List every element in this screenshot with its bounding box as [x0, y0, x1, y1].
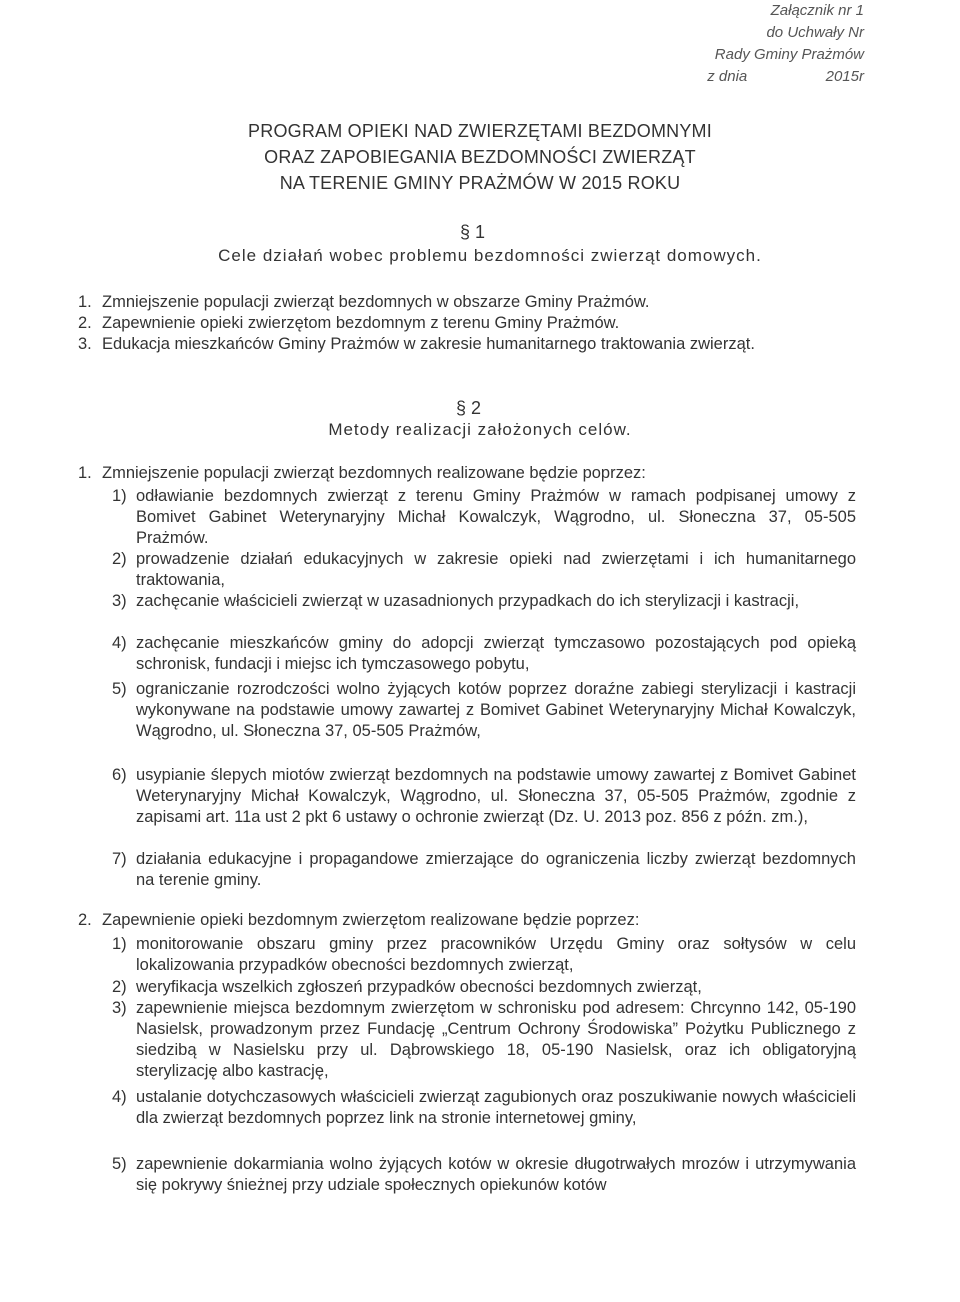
section-2-point-2-item-5 [112, 1154, 856, 1196]
point-text: Zmniejszenie populacji zwierząt bezdomnych realizowane będzie poprzez: [102, 464, 646, 482]
item-number: 2) [112, 978, 127, 996]
section-2-point-2-item-4 [112, 1087, 856, 1129]
item-text: działania edukacyjne i propagandowe zmierzające do ograniczenia liczby zwierząt bezdomnych na terenie gminy. [136, 850, 856, 889]
section-1-heading: Cele działań wobec problemu bezdomności zwierząt domowych. [218, 246, 762, 265]
annex-year: 2015r [825, 68, 864, 85]
item-text: Edukacja mieszkańców Gminy Prażmów w zakresie humanitarnego traktowania zwierząt. [102, 335, 755, 353]
annex-date-label: z dnia [707, 68, 748, 85]
item-text: zapewnienie dokarmiania wolno żyjących kotów w okresie długotrwałych mrozów i utrzymywania się pokrywy śnieżnej przy udziale społecznych opiekunów kotów [136, 1155, 856, 1194]
annex-resolution: do Uchwały Nr [766, 24, 864, 41]
item-number: 3. [78, 335, 92, 353]
item-text: zachęcanie właścicieli zwierząt w uzasadnionych przypadkach do ich sterylizacji i kastracji, [136, 592, 800, 610]
item-text: ustalanie dotychczasowych właścicieli zwierząt zagubionych oraz poszukiwanie nowych właścicieli dla zwierząt bezdomnych poprzez link na stronie internetowej gminy, [136, 1088, 856, 1127]
item-text: weryfikacja wszelkich zgłoszeń przypadków obecności bezdomnych zwierząt, [136, 978, 702, 996]
item-text: Zapewnienie opieki zwierzętom bezdomnym z terenu Gminy Prażmów. [102, 314, 620, 332]
section-2-point-2-item-2 [112, 977, 856, 998]
item-text: usypianie ślepych miotów zwierząt bezdomnych na podstawie umowy zawartej z Bomivet Gabinet Weterynaryjny Michał Kowalczyk, Wągrodno, ul. Słoneczna 37, 05-505 Prażmów, zgodnie z zapisami art. 11a ust 2 pkt 6 ustawy o ochronie zwierząt (Dz. U. 2013 poz. 856 z późn. zm.), [136, 766, 856, 826]
section-2-point-1-item-4 [112, 633, 856, 675]
item-text: ograniczanie rozrodczości wolno żyjących kotów poprzez doraźne zabiegi sterylizacji i kastracji wykonywane na podstawie umowy zawartej z Bomivet Gabinet Weterynaryjny Michał Kowalczyk, Wągrodno, ul. Słoneczna 37, 05-505 Prażmów, [136, 680, 856, 740]
section-2-point-1-item-1 [112, 486, 856, 549]
section-1-item-3 [78, 334, 862, 355]
section-1-item-1 [78, 292, 862, 313]
item-text: odławianie bezdomnych zwierząt z terenu Gminy Prażmów w ramach podpisanej umowy z Bomivet Gabinet Weterynaryjny Michał Kowalczyk, Wągrodno, ul. Słoneczna 37, 05-505 Prażmów. [136, 487, 856, 547]
annex-date [707, 66, 864, 88]
section-2-mark: § 2 [456, 398, 482, 418]
item-number: 5) [112, 1155, 127, 1173]
section-2-point-1-item-7 [112, 849, 856, 891]
section-2-heading: Metody realizacji założonych celów. [328, 420, 632, 439]
item-number: 6) [112, 766, 127, 784]
section-2-point-2-item-1 [112, 934, 856, 976]
annex-council: Rady Gminy Prażmów [714, 46, 864, 63]
item-text: zachęcanie mieszkańców gminy do adopcji zwierząt tymczasowo pozostających pod opieką schronisk, fundacji i miejsc ich tymczasowego pobytu, [136, 634, 856, 673]
item-text: prowadzenie działań edukacyjnych w zakresie opieki nad zwierzętami i ich humanitarnego traktowania, [136, 550, 856, 589]
section-2-point-2-item-3 [112, 998, 856, 1082]
section-2-point-1 [78, 463, 862, 484]
section-1-mark: § 1 [460, 222, 486, 242]
section-1-item-2 [78, 313, 862, 334]
item-text: Zmniejszenie populacji zwierząt bezdomnych w obszarze Gminy Prażmów. [102, 293, 650, 311]
item-number: 4) [112, 634, 127, 652]
item-number: 1. [78, 293, 92, 311]
item-number: 7) [112, 850, 127, 868]
item-number: 3) [112, 592, 127, 610]
point-text: Zapewnienie opieki bezdomnym zwierzętom realizowane będzie poprzez: [102, 911, 640, 929]
title-line-1: PROGRAM OPIEKI NAD ZWIERZĘTAMI BEZDOMNYMI [248, 121, 712, 141]
annex-number: Załącznik nr 1 [770, 2, 864, 19]
item-number: 5) [112, 680, 127, 698]
document-title [0, 118, 960, 196]
section-2-point-1-item-5 [112, 679, 856, 742]
section-2-point-1-item-3 [112, 591, 856, 612]
section-2-point-2 [78, 910, 862, 931]
item-text: zapewnienie miejsca bezdomnym zwierzętom w schronisku pod adresem: Chrcynno 142, 05-190 Nasielsk, prowadzonym przez Fundację „Centrum Ochrony Środowiska” Pożytku Publicznego z siedzibą w Nasielsku przy ul. Dąbrowskiego 18, 05-190 Nasielsk, oraz ich obligatoryjną sterylizację albo kastrację, [136, 999, 856, 1080]
item-text: monitorowanie obszaru gminy przez pracowników Urzędu Gminy oraz sołtysów w celu lokalizowania przypadków obecności bezdomnych zwierząt, [136, 935, 856, 974]
item-number: 3) [112, 999, 127, 1017]
title-line-2: ORAZ ZAPOBIEGANIA BEZDOMNOŚCI ZWIERZĄT [264, 147, 696, 167]
section-2-point-1-item-2 [112, 549, 856, 591]
item-number: 1) [112, 487, 127, 505]
title-line-3: NA TERENIE GMINY PRAŻMÓW W 2015 ROKU [279, 173, 681, 193]
section-2-point-1-item-6 [112, 765, 856, 828]
item-number: 2) [112, 550, 127, 568]
point-number: 2. [78, 911, 92, 929]
item-number: 4) [112, 1088, 127, 1106]
point-number: 1. [78, 464, 92, 482]
annex-header [707, 0, 864, 88]
item-number: 2. [78, 314, 92, 332]
item-number: 1) [112, 935, 127, 953]
